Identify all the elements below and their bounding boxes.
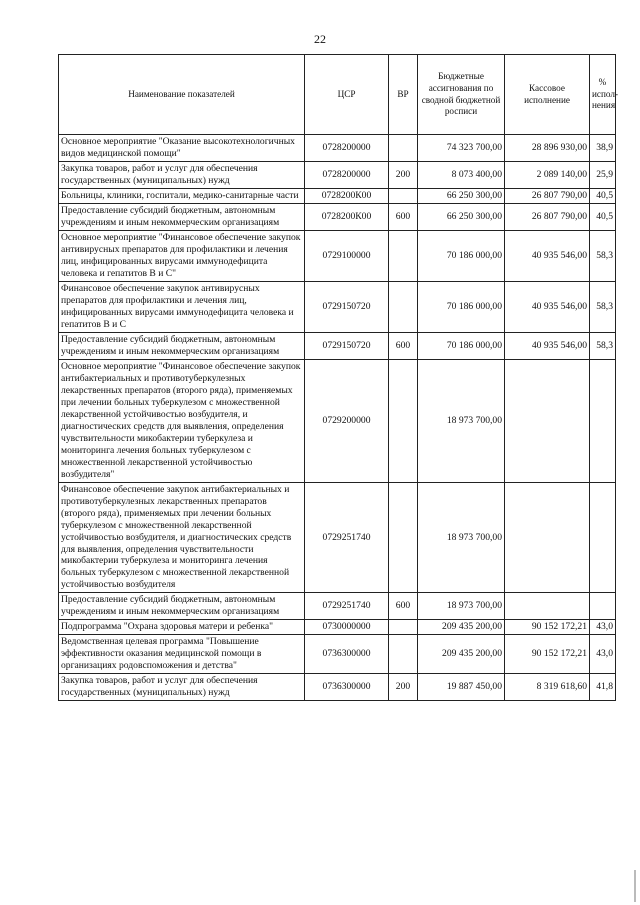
- cell-pct: 58,3: [590, 281, 616, 332]
- cell-cash: 40 935 546,00: [505, 332, 590, 359]
- table-row: [59, 482, 616, 593]
- cell-name: Закупка товаров, работ и услуг для обеспечения государственных (муниципальных) нужд: [59, 161, 305, 188]
- table-row: [59, 674, 616, 701]
- cell-name: Финансовое обеспечение закупок антибактериальных и противотуберкулезных лекарственных препаратов (второго ряда), применяемых при лечении больных туберкулезом с множественной лекарственной устойчивостью возбудителя, и диагностических средств для выявления, определения чувствительности микобактерии туберкулеза и мониторинга лечения больных туберкулезом с множественной лекарственной устойчивостью возбудителя: [59, 482, 305, 593]
- cell-name: Больницы, клиники, госпитали, медико-санитарные части: [59, 188, 305, 203]
- table-header-row: [59, 55, 616, 135]
- cell-budget: 70 186 000,00: [418, 332, 505, 359]
- cell-cash: 8 319 618,60: [505, 674, 590, 701]
- cell-pct: 38,9: [590, 135, 616, 162]
- header-pct: % испол-нения: [590, 55, 616, 135]
- cell-vr: [389, 281, 418, 332]
- cell-pct: [590, 593, 616, 620]
- cell-pct: 58,3: [590, 332, 616, 359]
- cell-vr: 600: [389, 203, 418, 230]
- cell-budget: 8 073 400,00: [418, 161, 505, 188]
- cell-vr: [389, 482, 418, 593]
- cell-pct: 43,0: [590, 620, 616, 635]
- table-row: [59, 188, 616, 203]
- cell-vr: [389, 230, 418, 281]
- cell-csr: 0736300000: [305, 674, 389, 701]
- cell-cash: 26 807 790,00: [505, 203, 590, 230]
- cell-pct: [590, 482, 616, 593]
- cell-vr: 200: [389, 161, 418, 188]
- cell-name: Ведомственная целевая программа "Повышение эффективности оказания медицинской помощи в организациях родовспоможения и детства": [59, 635, 305, 674]
- cell-csr: 0728200000: [305, 135, 389, 162]
- cell-budget: 18 973 700,00: [418, 482, 505, 593]
- cell-vr: [389, 635, 418, 674]
- table-body: [59, 135, 616, 701]
- header-cash: Кассовое исполнение: [505, 55, 590, 135]
- cell-pct: 25,9: [590, 161, 616, 188]
- table-row: [59, 135, 616, 162]
- cell-pct: 40,5: [590, 203, 616, 230]
- cell-csr: 0730000000: [305, 620, 389, 635]
- cell-cash: 2 089 140,00: [505, 161, 590, 188]
- cell-budget: 19 887 450,00: [418, 674, 505, 701]
- page-number: 22: [314, 32, 326, 46]
- cell-name: Предоставление субсидий бюджетным, автономным учреждениям и иным некоммерческим организациям: [59, 593, 305, 620]
- cell-budget: 66 250 300,00: [418, 188, 505, 203]
- cell-vr: [389, 620, 418, 635]
- cell-budget: 74 323 700,00: [418, 135, 505, 162]
- cell-name: Финансовое обеспечение закупок антивирусных препаратов для профилактики и лечения лиц, инфицированных вирусами иммунодефицита человека и гепатитов В и С: [59, 281, 305, 332]
- cell-cash: 90 152 172,21: [505, 620, 590, 635]
- cell-csr: 0729251740: [305, 482, 389, 593]
- cell-budget: 70 186 000,00: [418, 230, 505, 281]
- cell-vr: 200: [389, 674, 418, 701]
- cell-budget: 70 186 000,00: [418, 281, 505, 332]
- cell-csr: 0728200К00: [305, 188, 389, 203]
- header-csr: ЦСР: [305, 55, 389, 135]
- cell-budget: 18 973 700,00: [418, 593, 505, 620]
- cell-cash: [505, 593, 590, 620]
- cell-csr: 0729251740: [305, 593, 389, 620]
- table-row: [59, 332, 616, 359]
- cell-pct: 58,3: [590, 230, 616, 281]
- table-row: [59, 620, 616, 635]
- cell-csr: 0728200К00: [305, 203, 389, 230]
- cell-csr: 0729150720: [305, 281, 389, 332]
- cell-name: Предоставление субсидий бюджетным, автономным учреждениям и иным некоммерческим организациям: [59, 203, 305, 230]
- cell-cash: [505, 359, 590, 482]
- cell-pct: 43,0: [590, 635, 616, 674]
- table-row: [59, 593, 616, 620]
- scan-edge-mark: [634, 870, 636, 902]
- cell-pct: [590, 359, 616, 482]
- cell-vr: [389, 188, 418, 203]
- cell-pct: 40,5: [590, 188, 616, 203]
- table-row: [59, 203, 616, 230]
- table-row: [59, 230, 616, 281]
- cell-csr: 0736300000: [305, 635, 389, 674]
- cell-vr: [389, 359, 418, 482]
- cell-budget: 66 250 300,00: [418, 203, 505, 230]
- cell-cash: 28 896 930,00: [505, 135, 590, 162]
- cell-vr: [389, 135, 418, 162]
- cell-cash: 90 152 172,21: [505, 635, 590, 674]
- cell-csr: 0729200000: [305, 359, 389, 482]
- cell-cash: [505, 482, 590, 593]
- cell-name: Закупка товаров, работ и услуг для обеспечения государственных (муниципальных) нужд: [59, 674, 305, 701]
- cell-budget: 18 973 700,00: [418, 359, 505, 482]
- header-name: Наименование показателей: [59, 55, 305, 135]
- cell-name: Основное мероприятие "Финансовое обеспечение закупок антивирусных препаратов для профилактики и лечения лиц, инфицированных вирусами иммунодефицита человека и гепатитов В и С": [59, 230, 305, 281]
- cell-name: Подпрограмма "Охрана здоровья матери и ребенка": [59, 620, 305, 635]
- table-row: [59, 281, 616, 332]
- cell-budget: 209 435 200,00: [418, 620, 505, 635]
- cell-budget: 209 435 200,00: [418, 635, 505, 674]
- cell-name: Предоставление субсидий бюджетным, автономным учреждениям и иным некоммерческим организациям: [59, 332, 305, 359]
- cell-csr: 0728200000: [305, 161, 389, 188]
- cell-vr: 600: [389, 332, 418, 359]
- cell-name: Основное мероприятие "Оказание высокотехнологичных видов медицинской помощи": [59, 135, 305, 162]
- table-row: [59, 161, 616, 188]
- budget-execution-table: [58, 54, 619, 701]
- table-row: [59, 359, 616, 482]
- cell-cash: 26 807 790,00: [505, 188, 590, 203]
- cell-pct: 41,8: [590, 674, 616, 701]
- cell-name: Основное мероприятие "Финансовое обеспечение закупок антибактериальных и противотуберкулезных лекарственных препаратов (второго ряда), применяемых при лечении больных туберкулезом с множественной лекарственной устойчивостью возбудителя, и диагностических средств для выявления, определения чувствительности микобактерии туберкулеза и мониторинга лечения больных туберкулезом с множественной лекарственной устойчивостью возбудителя": [59, 359, 305, 482]
- cell-cash: 40 935 546,00: [505, 230, 590, 281]
- cell-vr: 600: [389, 593, 418, 620]
- cell-csr: 0729150720: [305, 332, 389, 359]
- cell-csr: 0729100000: [305, 230, 389, 281]
- table-row: [59, 635, 616, 674]
- cell-cash: 40 935 546,00: [505, 281, 590, 332]
- header-vr: ВР: [389, 55, 418, 135]
- header-budget: Бюджетные ассигнования по сводной бюджетной росписи: [418, 55, 505, 135]
